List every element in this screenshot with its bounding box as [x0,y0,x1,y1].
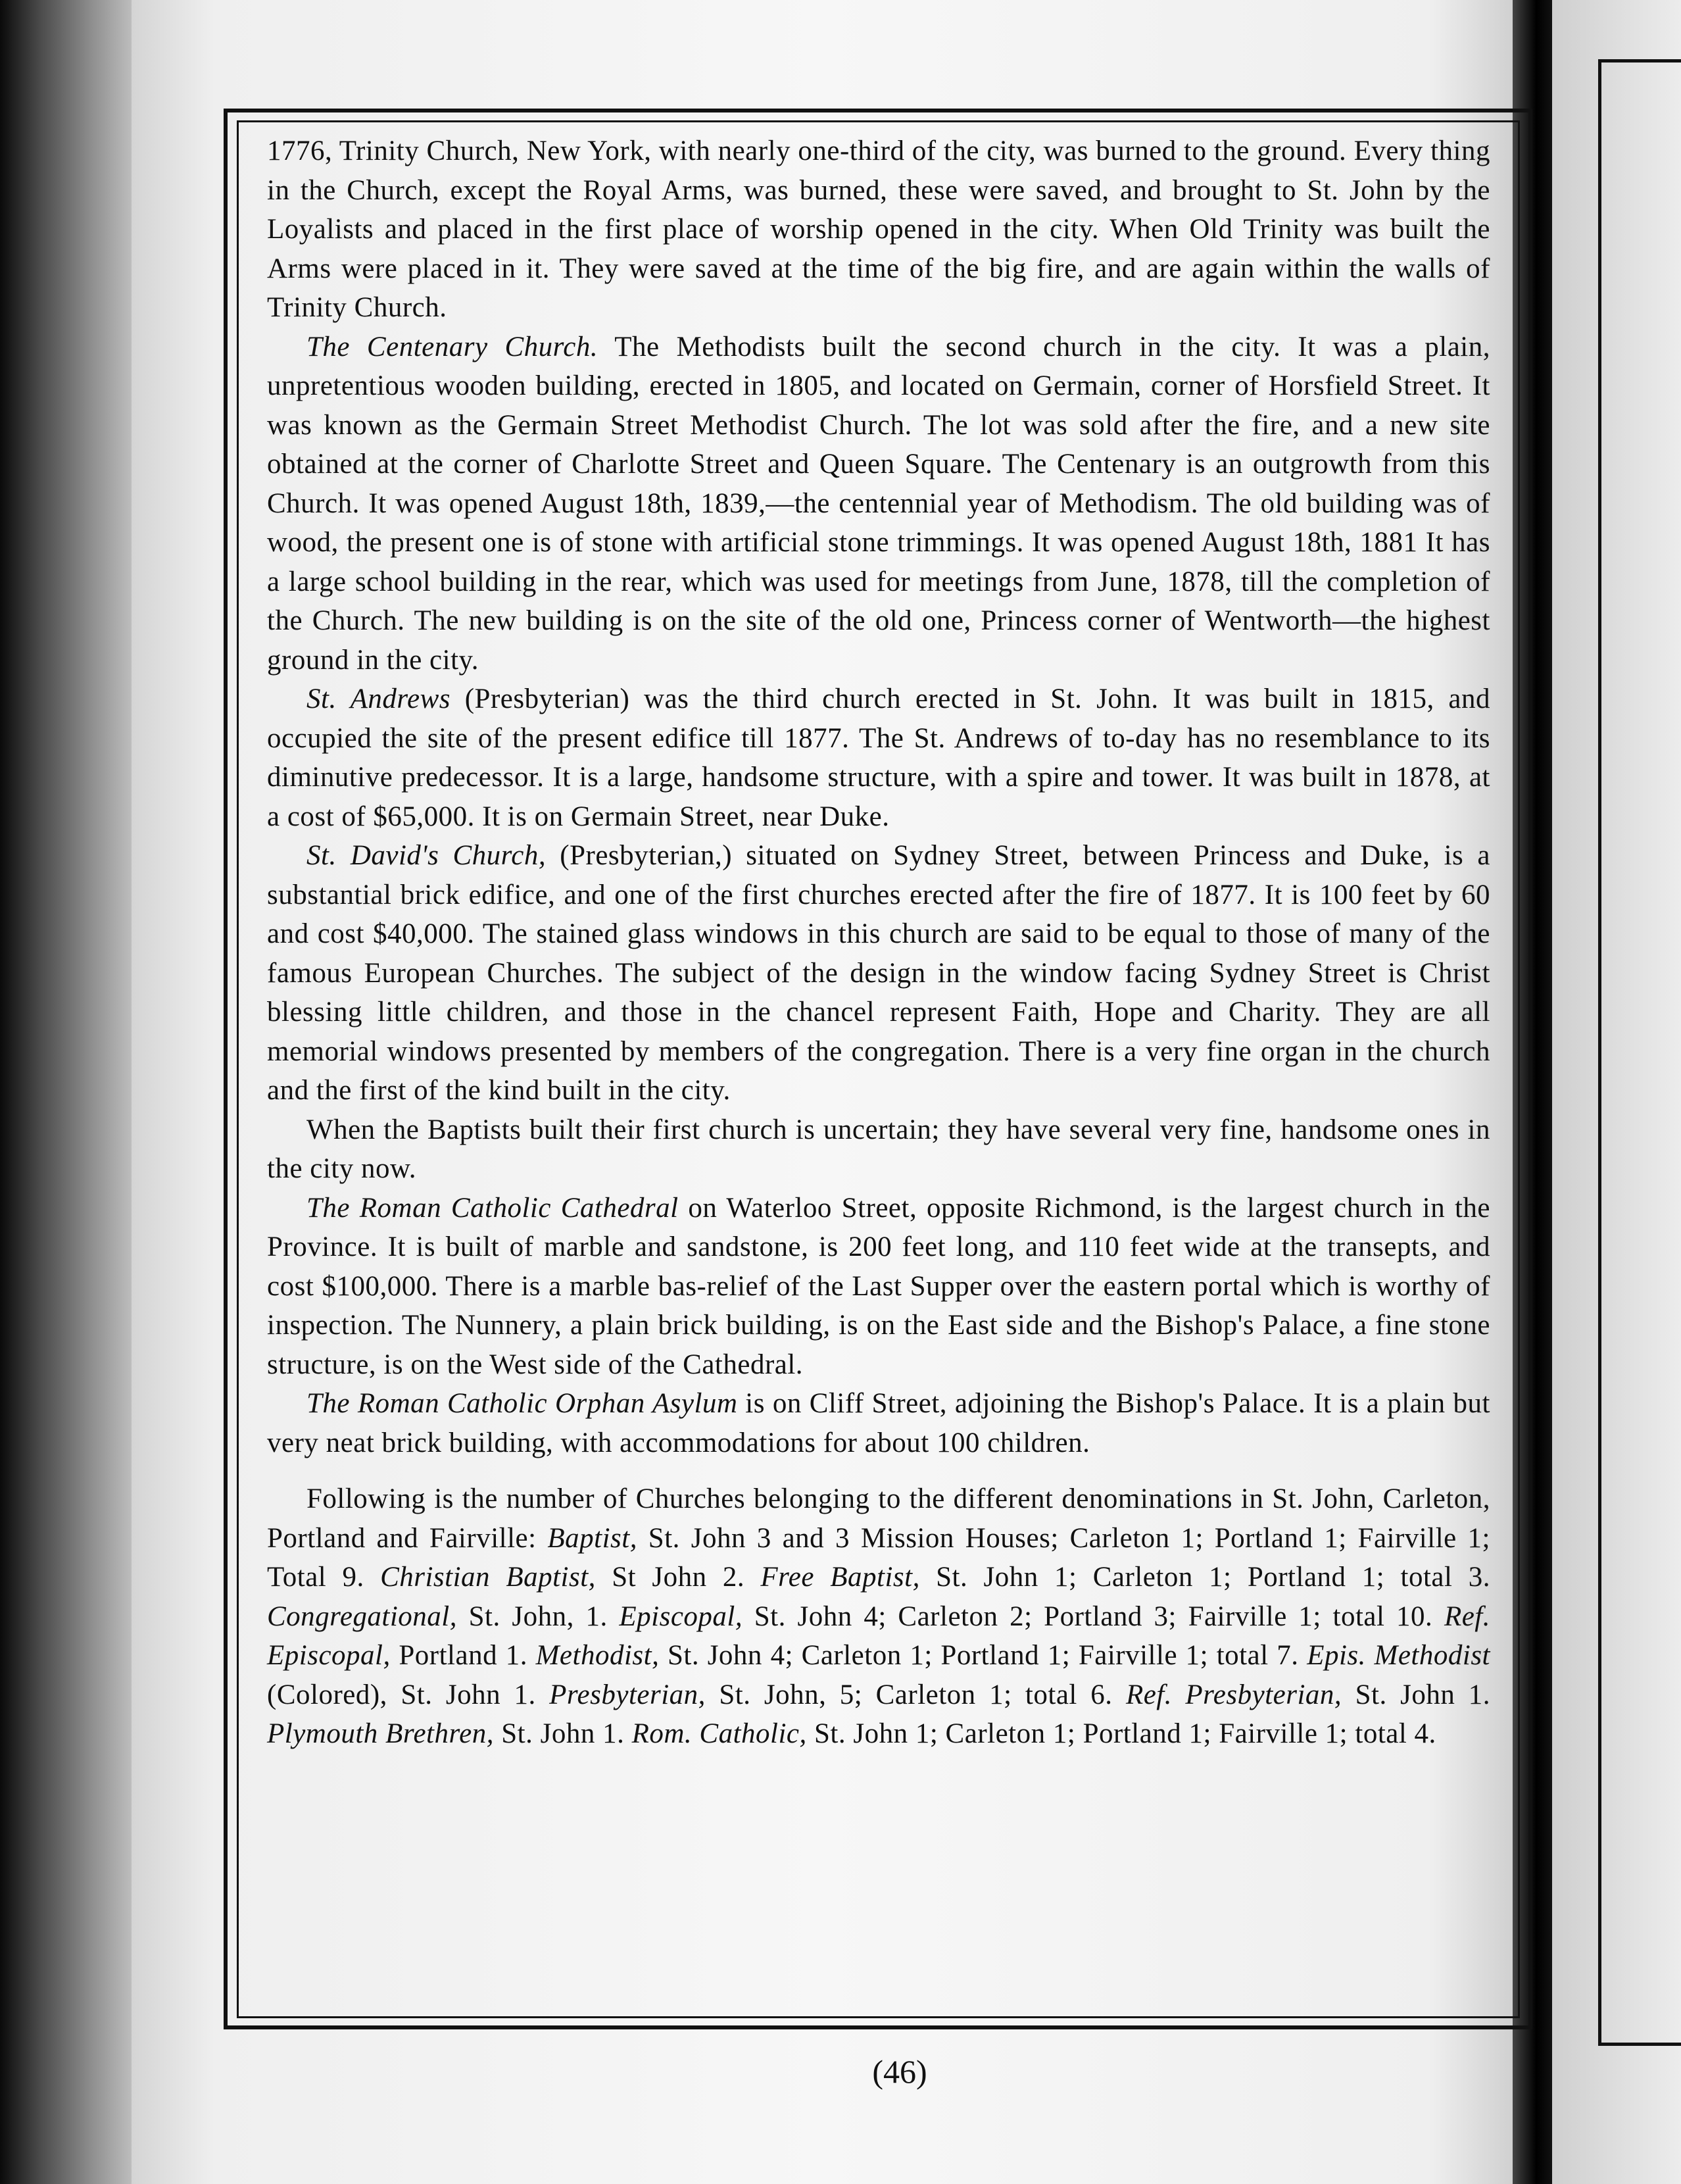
heading-st-davids-church: St. David's Church, [306,840,547,871]
denomination-epis-methodist: Epis. Methodist [1307,1640,1490,1671]
paragraph-roman-catholic-cathedral: The Roman Catholic Cathedral on Waterloo Street, opposite Richmond, is the largest church in the Province. It is built of marble and sandstone, is 200 feet long, and 110 feet wide at the transepts, and cost $100,000. There is a marble bas-relief of the Last Supper over the eastern portal which is worthy of inspection. The Nunnery, a plain brick building, is on the East side and the Bishop's Palace, a fine stone structure, is on the West side of the Cathedral. [267,1192,1490,1380]
paragraph-trinity-church: 1776, Trinity Church, New York, with nearly one-third of the city, was burned to the ground. Every thing in the Church, except the Royal Arms, was burned, these were saved, and brought to St. John by the Loyalists and placed in the first place of worship opened in the city. When Old Trinity was built the Arms were placed in it. They were saved at the time of the big fire, and are again within the walls of Trinity Church. [267,136,1490,323]
paragraph-st-davids-church: St. David's Church, (Presbyterian,) situated on Sydney Street, between Princess and Duke, is a substantial brick edifice, and one of the first churches erected after the fire of 1877. It is 100 feet by 60 and cost $40,000. The stained glass windows in this church are said to be equal to those of many of the famous European Churches. The subject of the design in the window facing Sydney Street is Christ blessing little children, and those in the chancel represent Faith, Hope and Charity. They are all memorial windows presented by members of the congregation. There is a very fine organ in the church and the first of the kind built in the city. [267,840,1491,1106]
page-body-text [267,132,1490,1754]
denomination-rom-catholic: Rom. Catholic, [631,1718,807,1749]
denomination-baptist: Baptist, [547,1522,637,1554]
paragraph-baptists: When the Baptists built their first church is uncertain; they have several very fine, handsome ones in the city now. [267,1114,1490,1184]
denomination-methodist: Methodist, [535,1640,660,1671]
facing-page-border [1598,59,1681,2046]
book-binding-left [0,0,132,2184]
paragraph-church-counts: Following is the number of Churches belonging to the different denominations in St. John, Carleton, Portland and Fairville: Baptist, St. John 3 and 3 Mission Houses; Carleton 1; Portland 1; Fairville 1; Total 9. Christian Baptist, St John 2. Free Baptist, St. John 1; Carleton 1; Portland 1; total 3. Congregational, St. John, 1. Episcopal, St. John 4; Carleton 2; Portland 3; Fairville 1; total 10. Ref. Episcopal, Portland 1. Methodist, St. John 4; Carleton 1; Portland 1; Fairville 1; total 7. Epis. Methodist (Colored), St. John 1. Presbyterian, St. John, 5; Carleton 1; total 6. Ref. Presbyterian, St. John 1. Plymouth Brethren, St. John 1. Rom. Catholic, St. John 1; Carleton 1; Portland 1; Fairville 1; total 4. [267,1483,1490,1749]
denomination-plymouth-brethren: Plymouth Brethren, [267,1718,494,1749]
denomination-ref-episcopal: Ref. Episcopal, [267,1601,1490,1671]
denomination-ref-presbyterian: Ref. Presbyterian, [1125,1679,1342,1710]
paragraph-centenary-church: The Centenary Church. The Methodists built the second church in the city. It was a plain, unpretentious wooden building, erected in 1805, and located on Germain, corner of Horsfield Street. It was known as the Germain Street Methodist Church. The lot was sold after the fire, and a new site obtained at the corner of Charlotte Street and Queen Square. The Centenary is an outgrowth from this Church. It was opened August 18th, 1839,—the centennial year of Methodism. The old building was of wood, the present one is of stone with artificial stone trimmings. It was opened August 18th, 1881 It has a large school building in the rear, which was used for meetings from June, 1878, till the completion of the Church. The new building is on the site of the old one, Princess corner of Wentworth—the highest ground in the city. [267,331,1490,676]
denomination-episcopal: Episcopal, [619,1601,743,1632]
denomination-free-baptist: Free Baptist, [760,1562,920,1593]
heading-orphan-asylum: The Roman Catholic Orphan Asylum [306,1388,738,1419]
heading-st-andrews: St. Andrews [306,683,451,714]
page-number: (46) [872,2053,927,2090]
heading-centenary-church: The Centenary Church. [306,331,598,362]
denomination-christian-baptist: Christian Baptist, [380,1562,596,1593]
paragraph-orphan-asylum: The Roman Catholic Orphan Asylum is on Cliff Street, adjoining the Bishop's Palace. It is a plain but very neat brick building, with accommodations for about 100 children. [267,1388,1490,1458]
denomination-presbyterian: Presbyterian, [549,1679,706,1710]
heading-roman-catholic-cathedral: The Roman Catholic Cathedral [306,1192,679,1224]
paragraph-st-andrews: St. Andrews (Presbyterian) was the third church erected in St. John. It was built in 1815, and occupied the site of the present edifice till 1877. The St. Andrews of to-day has no resemblance to its diminutive predecessor. It is a large, handsome structure, with a spire and tower. It was built in 1878, at a cost of $65,000. It is on Germain Street, near Duke. [267,683,1490,832]
denomination-congregational: Congregational, [267,1601,457,1632]
